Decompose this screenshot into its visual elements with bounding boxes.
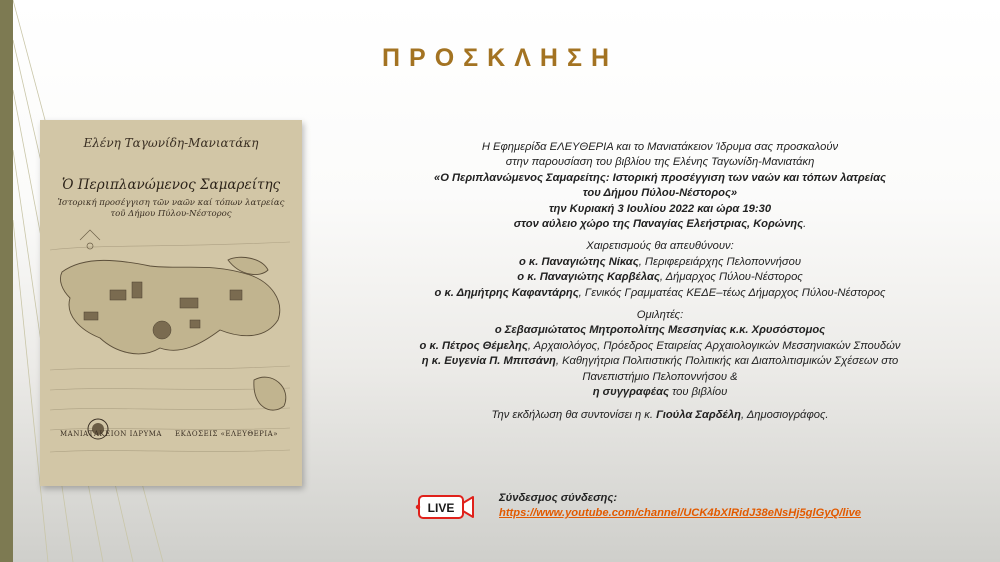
invitation-line-2: στην παρουσίαση του βιβλίου της Ελένης Ταγωνίδη-Μανιατάκη [505, 156, 815, 169]
speaker-name: η κ. Ευγενία Π. Μπιτσάνη [421, 355, 556, 368]
speaker-name: η συγγραφέας [592, 386, 669, 399]
greeting-item [335, 286, 985, 301]
live-camera-icon[interactable] [415, 493, 477, 521]
greeting-name: ο κ. Παναγιώτης Καρβέλας [517, 271, 660, 284]
greeting-role: , Δήμαρχος Πύλου-Νέστορος [659, 271, 803, 284]
moderator-line [335, 408, 985, 423]
greeting-item [335, 255, 985, 270]
moderator-prefix: Την εκδήλωση θα συντονίσει η κ. [491, 408, 657, 421]
greeting-item [335, 270, 985, 285]
moderator-name: Γιούλα Σαρδέλη [656, 408, 741, 421]
book-title-line-1: «Ο Περιπλανώμενος Σαμαρείτης: Ιστορική προσέγγιση των ναών και τόπων λατρείας [433, 171, 887, 184]
left-accent-bar [0, 0, 13, 562]
speaker-item [335, 370, 985, 385]
greeting-name: ο κ. Παναγιώτης Νίκας [518, 255, 639, 268]
invitation-text [335, 140, 985, 423]
speaker-name: ο κ. Πέτρος Θέμελης [419, 339, 528, 352]
speaker-item [335, 339, 985, 354]
greeting-name: ο κ. Δημήτρης Καφαντάρης [434, 286, 579, 299]
book-subtitle-line-1: Ἱστορική προσέγγιση τῶν ναῶν καί τόπων λατρείας [57, 198, 285, 208]
link-label: Σύνδεσμος σύνδεσης: [499, 492, 618, 504]
speakers-heading: Ομιλητές: [636, 309, 684, 322]
speaker-role: , Αρχαιολόγος, Πρόεδρος Εταιρείας Αρχαιολογικών Μεσσηνιακών Σπουδών [527, 339, 901, 352]
speaker-name: ο Σεβασμιώτατος Μητροπολίτης Μεσσηνίας κ.κ. Χρυσόστομος [494, 324, 826, 337]
book-title-line-2: του Δήμου Πύλου-Νέστορος» [582, 187, 738, 200]
greetings-heading: Χαιρετισμούς θα απευθύνουν: [586, 240, 734, 253]
event-place-line [335, 217, 985, 232]
moderator-role: , Δημοσιογράφος. [740, 408, 829, 421]
greeting-role: , Γενικός Γραμματέας ΚΕΔΕ–τέως Δήμαρχος Πύλου-Νέστορος [578, 286, 886, 299]
youtube-link[interactable]: https://www.youtube.com/channel/UCK4bXlRidJ38eNsHj5glGyQ/live [499, 507, 862, 519]
book-author: Ελένη Ταγωνίδη-Μανιατάκη [83, 136, 259, 150]
event-place: στον αύλειο χώρο της Παναγίας Ελεήστριας, Κορώνης [513, 218, 804, 231]
speaker-role: του βιβλίου [669, 386, 728, 399]
speaker-item [335, 323, 985, 338]
book-map-illustration [40, 220, 302, 486]
invitation-line-1: Η Εφημερίδα ΕΛΕΥΘΕΡΙΑ και το Μανιατάκειον Ίδρυμα σας προσκαλούν [481, 141, 839, 153]
speaker-role: , Καθηγήτρια Πολιτιστικής Πολιτικής και Διαπολιτισμικών Σχέσεων στο [555, 355, 899, 368]
greeting-role: , Περιφερειάρχης Πελοποννήσου [638, 255, 802, 268]
book-title: Ὁ Περιπλανώμενος Σαμαρείτης [61, 177, 281, 193]
book-subtitle [56, 198, 286, 220]
live-badge-text: LIVE [427, 501, 455, 515]
book-cover [40, 120, 302, 486]
publisher-right: ΕΚΔΟΣΕΙΣ «ΕΛΕΥΘΕΡΙΑ» [175, 430, 278, 438]
event-date: την Κυριακή 3 Ιουλίου 2022 και ώρα 19:30 [548, 202, 772, 215]
speaker-item [335, 385, 985, 400]
book-subtitle-line-2: τοῦ Δήμου Πύλου-Νέστορος [110, 209, 232, 219]
page-title: ΠΡΟΣΚΛΗΣΗ [381, 44, 619, 72]
publisher-left: ΜΑΝΙΑΤΑΚΕΙΟΝ ΙΔΡΥΜΑ [60, 430, 162, 438]
speaker-item [335, 354, 985, 369]
speaker-role: Πανεπιστήμιο Πελοποννήσου & [582, 370, 738, 383]
event-place-end: . [803, 218, 807, 231]
